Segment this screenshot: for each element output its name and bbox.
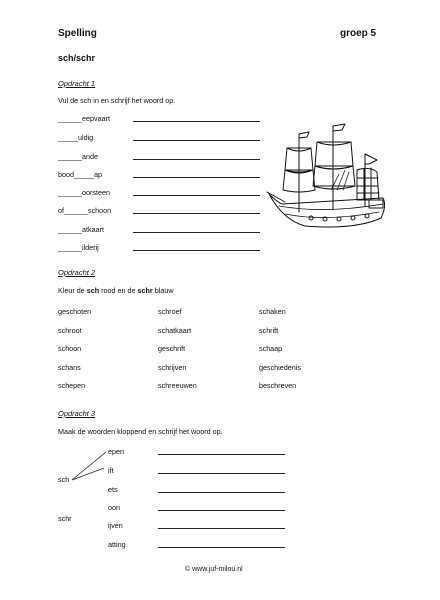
color-word[interactable]: schroot	[58, 326, 82, 335]
answer-line[interactable]	[133, 213, 260, 214]
word-ending[interactable]: epen	[108, 447, 124, 456]
answer-line[interactable]	[158, 547, 285, 548]
answer-line[interactable]	[158, 528, 285, 529]
color-word[interactable]: schaap	[259, 344, 283, 353]
answer-line[interactable]	[133, 195, 260, 196]
color-word[interactable]: schreeuwen	[158, 381, 197, 390]
fill-item: of______schoon	[58, 206, 112, 215]
fill-item: ______oorsteen	[58, 188, 110, 197]
page-title: Spelling	[58, 28, 97, 39]
color-word[interactable]: schepen	[58, 381, 86, 390]
color-word[interactable]: schoon	[58, 344, 82, 353]
answer-line[interactable]	[158, 492, 285, 493]
answer-line[interactable]	[158, 454, 285, 455]
opdracht-2-instruction: Kleur de sch rood en de schr blauw	[58, 286, 174, 295]
prefix-sch: sch	[58, 475, 70, 484]
answer-line[interactable]	[133, 250, 260, 251]
color-word[interactable]: geschiedenis	[259, 363, 301, 372]
opdracht-3-title: Opdracht 3	[58, 409, 96, 418]
answer-line[interactable]	[133, 232, 260, 233]
fill-item: _____uldig	[58, 133, 94, 142]
color-word[interactable]: schaken	[259, 307, 286, 316]
fill-item: ______eepvaart	[58, 114, 110, 123]
color-word[interactable]: schrijven	[158, 363, 187, 372]
color-word[interactable]: schrift	[259, 326, 279, 335]
word-ending[interactable]: ets	[108, 485, 118, 494]
prefix-schr: schr	[58, 514, 72, 523]
color-word[interactable]: schans	[58, 363, 81, 372]
word-ending[interactable]: oon	[108, 503, 120, 512]
answer-line[interactable]	[133, 140, 260, 141]
opdracht-2-title: Opdracht 2	[58, 268, 96, 277]
opdracht-1-title: Opdracht 1	[58, 79, 96, 88]
group-label: groep 5	[340, 28, 377, 39]
answer-line[interactable]	[133, 177, 260, 178]
connector-lines	[70, 448, 110, 484]
footer-credit: © www.juf-milou.nl	[185, 566, 243, 573]
color-word[interactable]: geschoten	[58, 307, 92, 316]
opdracht-3-instruction: Maak de woorden kloppend en schrijf het woord op.	[58, 427, 223, 436]
color-word[interactable]: beschreven	[259, 381, 297, 390]
word-ending[interactable]: atting	[108, 540, 126, 549]
color-word[interactable]: geschrift	[158, 344, 186, 353]
color-word[interactable]: schatkaart	[158, 326, 192, 335]
fill-item: ______ilderij	[58, 243, 99, 252]
fill-item: bood_____ap	[58, 170, 102, 179]
answer-line[interactable]	[133, 159, 260, 160]
page-subtitle: sch/schr	[58, 53, 96, 63]
fill-item: ______atkaart	[58, 225, 104, 234]
word-ending[interactable]: ift	[108, 466, 114, 475]
color-word[interactable]: schroef	[158, 307, 182, 316]
word-ending[interactable]: ijven	[108, 521, 123, 530]
fill-item: ______ande	[58, 152, 98, 161]
answer-line[interactable]	[133, 121, 260, 122]
ship-illustration	[265, 120, 395, 240]
opdracht-1-instruction: Vul de sch in en schrijf het woord op.	[58, 96, 176, 105]
answer-line[interactable]	[158, 473, 285, 474]
answer-line[interactable]	[158, 510, 285, 511]
